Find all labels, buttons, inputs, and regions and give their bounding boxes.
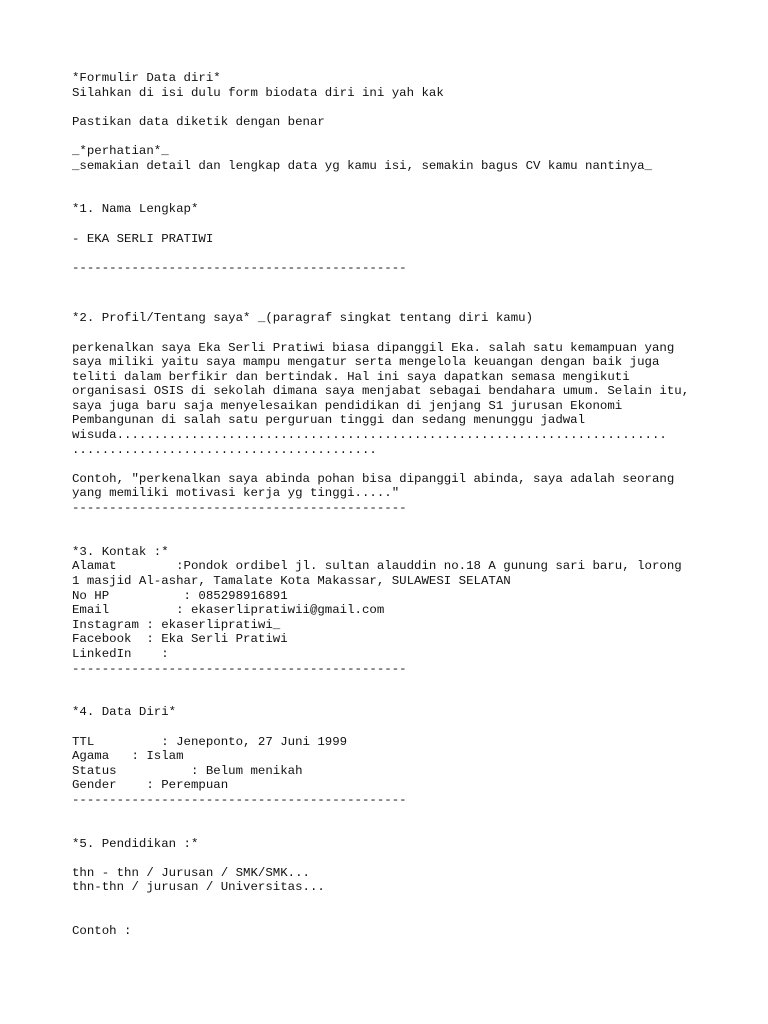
attention-text: _semakian detail dan lengkap data yg kamu isi, semakin bagus CV kamu nantinya_	[72, 158, 652, 173]
form-instruction: Silahkan di isi dulu form biodata diri ini yah kak	[72, 85, 444, 100]
attention-title: _*perhatian*_	[72, 143, 169, 158]
personal-line: Agama : Islam	[72, 749, 184, 764]
form-note: Pastikan data diketik dengan benar	[72, 114, 325, 129]
personal-line: Gender : Perempuan	[72, 778, 229, 793]
section-profile-title: *2. Profil/Tentang saya* _(paragraf singkat tentang diri kamu)	[72, 311, 534, 326]
profile-example-line: yang memiliki motivasi kerja yg tinggi....."	[72, 486, 400, 501]
profile-paragraph-line: perkenalkan saya Eka Serli Pratiwi biasa dipanggil Eka. salah satu kemampuan yang	[72, 340, 675, 355]
divider: ---------------------------------------------	[72, 260, 407, 275]
profile-paragraph-line: saya miliki yaitu saya mampu mengatur serta mengelola keuangan dengan baik juga	[72, 355, 660, 370]
contact-line: Email : ekaserlipratiwii@gmail.com	[72, 603, 385, 618]
profile-paragraph-line: organisasi OSIS di sekolah dimana saya menjabat sebagai bendahara umum. Selain itu,	[72, 384, 690, 399]
divider: ---------------------------------------------	[72, 501, 407, 516]
form-document	[72, 71, 712, 939]
profile-paragraph-line: saya juga baru saja menyelesaikan pendidikan di jenjang S1 jurusan Ekonomi	[72, 398, 623, 413]
form-title: *Formulir Data diri*	[72, 71, 221, 85]
profile-paragraph-line: .........................................	[72, 442, 377, 457]
personal-line: Status : Belum menikah	[72, 763, 303, 778]
section-education-title: *5. Pendidikan :*	[72, 836, 199, 851]
education-line: thn-thn / jurusan / Universitas...	[72, 880, 325, 895]
profile-example-line: Contoh, "perkenalkan saya abinda pohan bisa dipanggil abinda, saya adalah seorang	[72, 471, 675, 486]
contact-line: Alamat :Pondok ordibel jl. sultan alauddin no.18 A gunung sari baru, lorong	[72, 559, 682, 574]
section-personal-title: *4. Data Diri*	[72, 705, 177, 720]
contact-line: LinkedIn :	[72, 646, 169, 661]
divider: ---------------------------------------------	[72, 661, 407, 676]
personal-line: TTL : Jeneponto, 27 Juni 1999	[72, 734, 348, 749]
education-example-label: Contoh :	[72, 924, 132, 939]
section-name-value: - EKA SERLI PRATIWI	[72, 231, 214, 246]
section-name-title: *1. Nama Lengkap*	[72, 202, 199, 217]
contact-line: 1 masjid Al-ashar, Tamalate Kota Makassar, SULAWESI SELATAN	[72, 574, 511, 588]
contact-line: Instagram : ekaserlipratiwi_	[72, 617, 281, 632]
profile-paragraph-line: wisuda..........................................................................	[72, 428, 667, 443]
section-contact-title: *3. Kontak :*	[72, 544, 169, 559]
contact-line: Facebook : Eka Serli Pratiwi	[72, 632, 288, 647]
divider: ---------------------------------------------	[72, 792, 407, 807]
profile-paragraph-line: Pembangunan di salah satu perguruan tinggi dan sedang menunggu jadwal	[72, 413, 586, 428]
education-line: thn - thn / Jurusan / SMK/SMK...	[72, 865, 310, 880]
profile-paragraph-line: teliti dalam berfikir dan bertindak. Hal ini saya dapatkan semasa mengikuti	[72, 369, 630, 384]
contact-line: No HP : 085298916891	[72, 588, 288, 603]
